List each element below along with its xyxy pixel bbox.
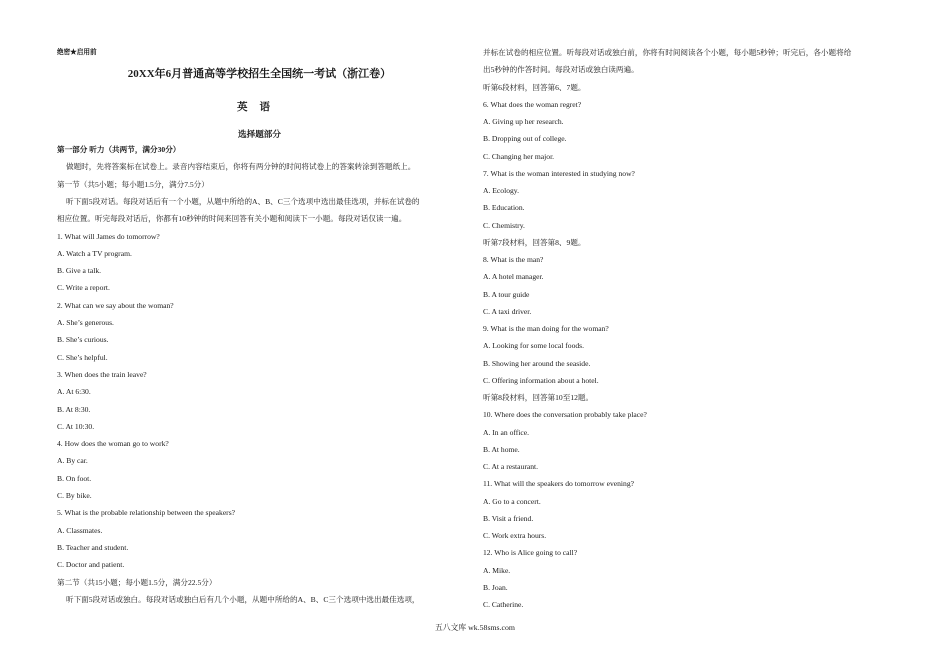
text-line: B. Visit a friend. — [483, 513, 534, 523]
text-line: A. She’s generous. — [57, 318, 114, 327]
text-line: 9. What is the man doing for the woman? — [483, 324, 609, 333]
text-line: B. Education. — [483, 203, 525, 213]
text-line: A. Mike. — [483, 565, 511, 575]
text-line: A. By car. — [57, 456, 88, 466]
text-line: 做题时，先将答案标在试卷上。录音内容结束后，你将有两分钟的时间将试卷上的答案转涂到答题纸上。 — [66, 162, 416, 172]
text-line: A. Ecology. — [483, 186, 519, 195]
text-line: 6. What does the woman regret? — [483, 99, 582, 109]
text-line: B. On foot. — [57, 473, 92, 483]
text-line: 第二节（共15小题；每小题1.5分，满分22.5分） — [57, 577, 217, 587]
text-line: C. Offering information about a hotel. — [483, 375, 599, 385]
text-line: B. At 8:30. — [57, 404, 91, 414]
text-line: 12. Who is Alice going to call? — [483, 548, 578, 558]
text-line: 听第7段材料，回答第8、9题。 — [483, 237, 586, 247]
text-line: 1. What will James do tomorrow? — [57, 231, 160, 241]
text-line: 听第6段材料，回答第6、7题。 — [483, 82, 586, 92]
text-line: C. Doctor and patient. — [57, 560, 125, 570]
text-line: C. By bike. — [57, 491, 92, 500]
text-line: B. Give a talk. — [57, 266, 102, 276]
text-line: 3. When does the train leave? — [57, 369, 147, 379]
text-line: B. A tour guide — [483, 289, 530, 299]
text-line: 并标在试卷的相应位置。听每段对话或独白前，你将有时间阅读各个小题，每小题5秒钟；听完后，各小题将给 — [483, 48, 852, 57]
text-line: B. Dropping out of college. — [483, 134, 567, 144]
text-line: A. Watch a TV program. — [57, 248, 132, 258]
text-line: A. Classmates. — [57, 525, 103, 535]
text-line: C. Work extra hours. — [483, 531, 547, 540]
text-line: A. A hotel manager. — [483, 272, 544, 282]
text-line: 出5秒钟的作答时间。每段对话或独白读两遍。 — [483, 65, 639, 75]
text-line: 第一部分 听力（共两节，满分30分） — [57, 145, 181, 154]
text-line: B. She’s curious. — [57, 335, 109, 345]
subject-title: 英语 — [237, 102, 282, 113]
text-line: 相应位置。听完每段对话后，你都有10秒钟的时间来回答有关小题和阅读下一小题。每段对话仅读一遍。 — [57, 214, 407, 224]
text-line: 7. What is the woman interested in studying now? — [483, 168, 635, 178]
text-line: 11. What will the speakers do tomorrow evening? — [483, 479, 634, 489]
text-line: B. At home. — [483, 444, 520, 454]
text-line: 5. What is the probable relationship between the speakers? — [57, 508, 236, 518]
text-line: 听下面5段对话或独白。每段对话或独白后有几个小题，从题中所给的A、B、C三个选项中选出最佳选项， — [66, 594, 420, 604]
text-line: B. Teacher and student. — [57, 542, 129, 552]
text-line: B. Joan. — [483, 582, 508, 592]
text-line: B. Showing her around the seaside. — [483, 358, 591, 368]
text-line: 听第8段材料，回答第10至12题。 — [483, 393, 594, 402]
text-line: A. Looking for some local foods. — [483, 341, 585, 351]
text-line: C. Write a report. — [57, 283, 110, 293]
text-line: A. Go to a concert. — [483, 496, 541, 506]
text-line: C. At 10:30. — [57, 421, 95, 431]
text-line: C. Chemistry. — [483, 220, 525, 230]
text-line: A. At 6:30. — [57, 387, 91, 397]
text-line: A. Giving up her research. — [483, 117, 564, 126]
text-line: 8. What is the man? — [483, 255, 544, 264]
text-line: C. She’s helpful. — [57, 352, 108, 362]
part-title: 选择题部分 — [238, 129, 281, 139]
text-line: 10. Where does the conversation probably take place? — [483, 410, 647, 420]
text-line: C. At a restaurant. — [483, 462, 539, 471]
text-line: 听下面5段对话。每段对话后有一个小题，从题中所给的A、B、C三个选项中选出最佳选项，并标在试卷的 — [66, 196, 420, 206]
secret-label: 绝密★启用前 — [57, 49, 97, 56]
text-line: C. A taxi driver. — [483, 306, 532, 316]
text-line: 第一节（共5小题；每小题1.5分，满分7.5分） — [57, 179, 209, 189]
footer-watermark: 五八文库 wk.58sms.com — [435, 623, 515, 632]
text-line: 4. How does the woman go to work? — [57, 439, 169, 449]
text-line: A. In an office. — [483, 427, 530, 437]
text-line: C. Changing her major. — [483, 151, 555, 161]
exam-title: 20XX年6月普通高等学校招生全国统一考试（浙江卷） — [127, 68, 392, 80]
text-line: C. Catherine. — [483, 600, 524, 609]
text-line: 2. What can we say about the woman? — [57, 300, 174, 310]
